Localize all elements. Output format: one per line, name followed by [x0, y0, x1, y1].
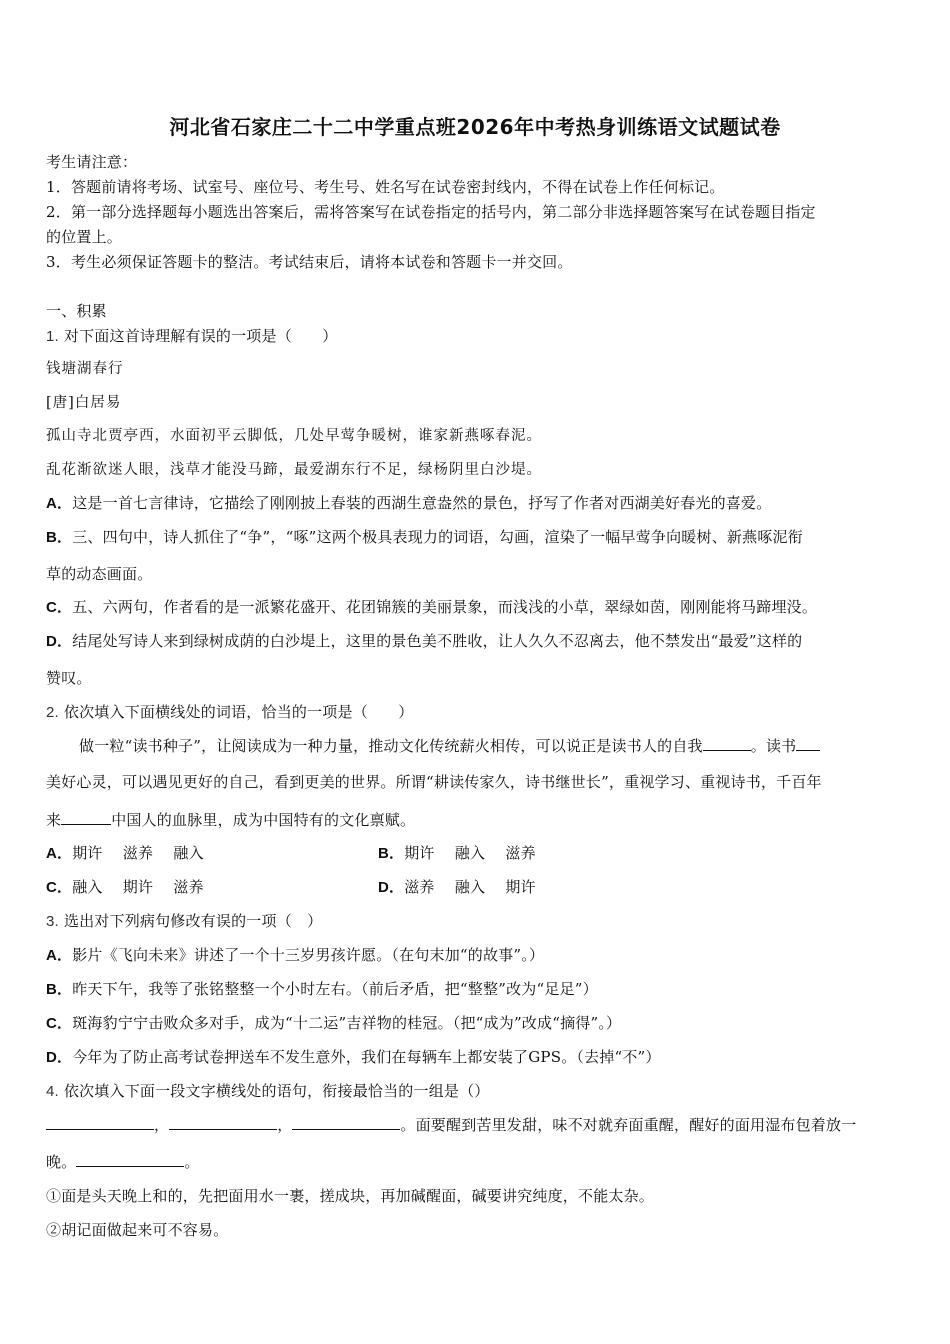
- option-label: C．: [46, 599, 73, 616]
- q1-option-b: [46, 527, 910, 548]
- option-label: A．: [46, 495, 73, 512]
- q2-option-b: [378, 843, 910, 864]
- q2-passage-line-1: [79, 736, 910, 756]
- q4-line2-tail: 。: [184, 1153, 200, 1171]
- q1-number: 1.: [46, 328, 59, 345]
- q3-number: 3.: [46, 913, 59, 930]
- fill-blank: [76, 1152, 184, 1167]
- option-text: 融入 期许 滋养: [72, 878, 204, 896]
- notice-heading: 考生请注意：: [46, 153, 138, 171]
- option-label: D．: [378, 879, 405, 896]
- q2-stem: [46, 702, 910, 723]
- q3-option-b: [46, 979, 910, 1000]
- q1-option-d-cont: 赞叹。: [46, 669, 92, 687]
- option-label: B．: [378, 845, 405, 862]
- fill-blank: [169, 1115, 277, 1130]
- option-label: D．: [46, 633, 73, 650]
- option-label: A．: [46, 947, 73, 964]
- q1-option-b-cont: 草的动态画面。: [46, 565, 153, 583]
- q3-option-c: [46, 1013, 910, 1034]
- option-text: 五、六两句，作者看的是一派繁花盛开、花团锦簇的美丽景象，而浅浅的小草，翠绿如茵，刚刚能将马蹄埋没。: [72, 598, 818, 616]
- option-text: 滋养 融入 期许: [404, 878, 536, 896]
- q4-blank-line-1: [46, 1115, 910, 1135]
- fill-blank: [46, 1115, 154, 1130]
- notice-item-2-cont: 的位置上。: [46, 228, 123, 246]
- fill-blank: [292, 1115, 400, 1130]
- q3-stem-text: 选出对下列病句修改有误的一项（ ）: [63, 912, 323, 930]
- notice-item-3: 3．考生必须保证答题卡的整洁。考试结束后，请将本试卷和答题卡一并交回。: [46, 253, 573, 271]
- q4-item-2: ②胡记面做起来可不容易。: [46, 1221, 229, 1239]
- q1-option-a: [46, 493, 910, 514]
- q1-stem-text: 对下面这首诗理解有误的一项是（ ）: [63, 327, 338, 345]
- fill-blank: [703, 736, 751, 751]
- q3-option-d: [46, 1047, 910, 1068]
- notice-item-2: 2．第一部分选择题每小题选出答案后，需将答案写在试卷指定的括号内，第二部分非选择题答案写在试卷题目指定: [46, 203, 816, 221]
- poem-author: [唐]白居易: [46, 395, 122, 411]
- poem-line-2: 乱花渐欲迷人眼，浅草才能没马蹄，最爱湖东行不足，绿杨阴里白沙堤。: [46, 462, 542, 478]
- option-text: 结尾处写诗人来到绿树成荫的白沙堤上，这里的景色美不胜收，让人久久不忍离去，他不禁发出“最爱”这样的: [72, 632, 803, 650]
- passage-text: 做一粒“读书种子”，让阅读成为一种力量，推动文化传统薪火相传，可以说正是读书人的自我: [79, 737, 703, 755]
- q4-item-1: ①面是头天晚上和的，先把面用水一裹，搓成块，再加碱醒面，碱要讲究纯度，不能太杂。: [46, 1187, 655, 1205]
- option-label: A．: [46, 845, 73, 862]
- q4-number: 4.: [46, 1083, 59, 1100]
- option-label: B．: [46, 529, 73, 546]
- passage-text: 来: [46, 811, 62, 829]
- q4-separator: ，: [154, 1116, 170, 1134]
- option-label: B．: [46, 981, 73, 998]
- option-text: 期许 融入 滋养: [404, 844, 536, 862]
- q2-number: 2.: [46, 704, 59, 721]
- q1-option-c: [46, 597, 910, 618]
- q2-passage-line-3: [46, 810, 910, 830]
- q4-line2-head: 晚。: [46, 1153, 77, 1171]
- option-text: 昨天下午，我等了张铭整整一个小时左右。（前后矛盾，把“整整”改为“足足”）: [72, 980, 598, 998]
- q3-option-a: [46, 945, 910, 966]
- poem-line-1: 孤山寺北贾亭西，水面初平云脚低，几处早莺争暖树，谁家新燕啄春泥。: [46, 428, 542, 444]
- q4-blank-line-2: [46, 1152, 910, 1172]
- option-label: D．: [46, 1049, 73, 1066]
- section-heading: 一、积累: [46, 302, 107, 320]
- q3-stem: [46, 911, 910, 932]
- passage-text: 中国人的血脉里，成为中国特有的文化禀赋。: [111, 811, 416, 829]
- option-text: 期许 滋养 融入: [72, 844, 204, 862]
- option-text: 三、四句中，诗人抓住了“争”，“啄”这两个极具表现力的词语，勾画，渲染了一幅早莺争向暖树、新燕啄泥衔: [72, 528, 803, 546]
- option-label: C．: [46, 1015, 73, 1032]
- q4-separator: ，: [277, 1116, 293, 1134]
- q2-stem-text: 依次填入下面横线处的词语，恰当的一项是（ ）: [63, 703, 414, 721]
- q4-stem: [46, 1081, 910, 1102]
- option-text: 今年为了防止高考试卷押送车不发生意外，我们在每辆车上都安装了GPS。（去掉“不”）: [72, 1048, 661, 1066]
- q1-option-d: [46, 631, 910, 652]
- poem-title: 钱塘湖春行: [46, 361, 124, 377]
- notice-item-1: 1．答题前请将考场、试室号、座位号、考生号、姓名写在试卷密封线内，不得在试卷上作任何标记。: [46, 178, 725, 196]
- q4-line1-text: 。面要醒到苦里发甜，味不对就弃面重醒，醒好的面用湿布包着放一: [400, 1116, 857, 1134]
- q2-passage-line-2: 美好心灵，可以遇见更好的自己，看到更美的世界。所谓“耕读传家久，诗书继世长”，重视学习、重视诗书，千百年: [46, 773, 822, 791]
- fill-blank: [61, 810, 111, 825]
- q1-stem: [46, 326, 910, 347]
- fill-blank: [796, 736, 820, 751]
- option-text: 这是一首七言律诗，它描绘了刚刚披上春装的西湖生意盎然的景色，抒写了作者对西湖美好春光的喜爱。: [72, 494, 772, 512]
- option-text: 影片《飞向未来》讲述了一个十三岁男孩许愿。（在句末加“的故事”。）: [72, 946, 545, 964]
- q2-option-d: [378, 877, 910, 898]
- passage-text: 。读书: [750, 737, 797, 755]
- page-title: 河北省石家庄二十二中学重点班2026年中考热身训练语文试题试卷: [169, 115, 781, 139]
- option-label: C．: [46, 879, 73, 896]
- q4-stem-text: 依次填入下面一段文字横线处的语句，衔接最恰当的一组是（）: [63, 1082, 490, 1100]
- option-text: 斑海豹宁宁击败众多对手，成为“十二运”吉祥物的桂冠。（把“成为”改成“摘得”。）: [72, 1014, 622, 1032]
